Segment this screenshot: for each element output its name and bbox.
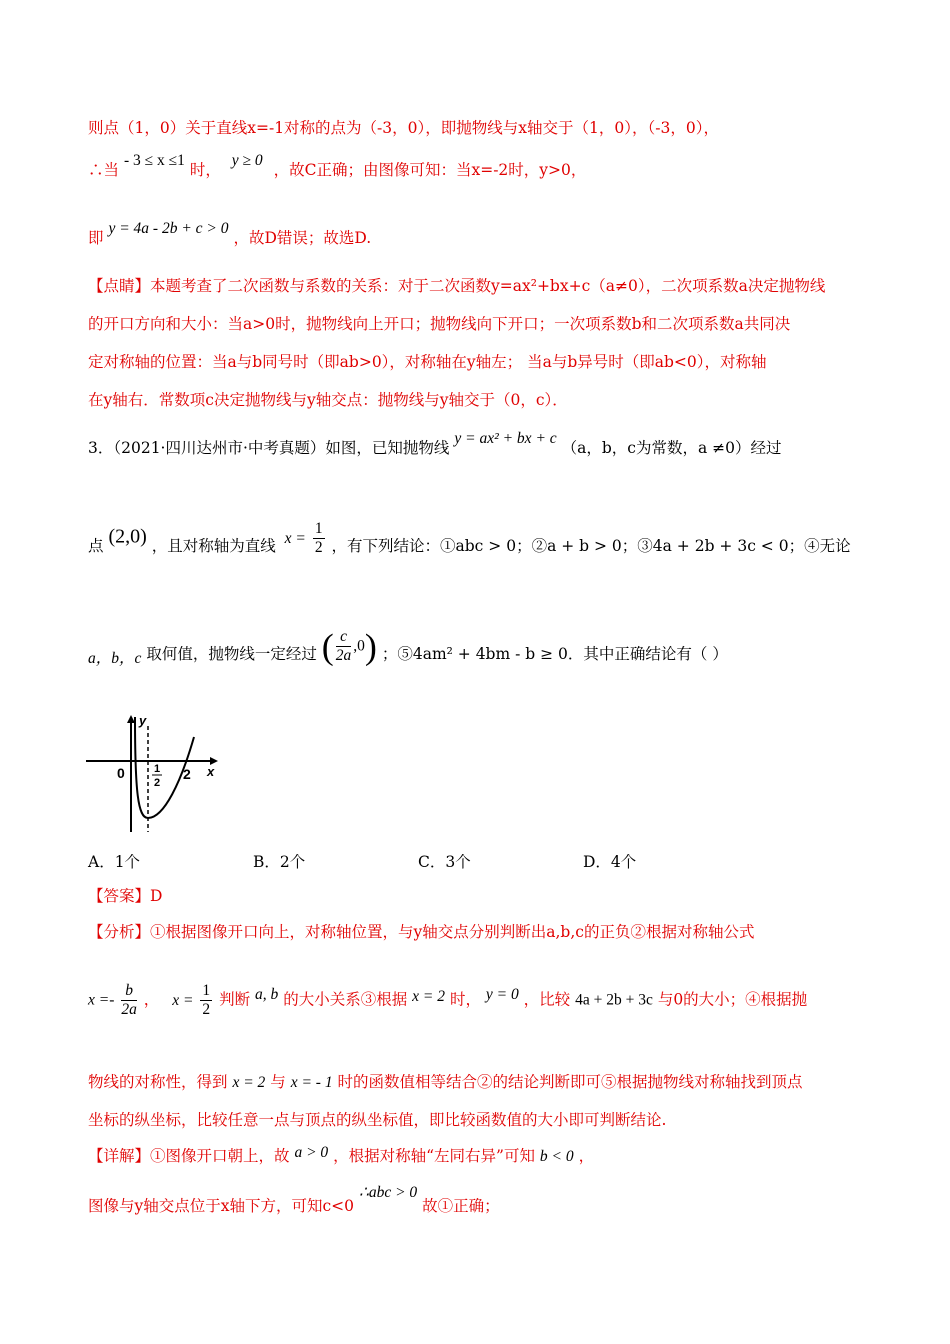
detail-m3: ∴abc > 0 — [358, 1184, 418, 1201]
analysis-sep: ， — [143, 990, 160, 1009]
line3-formula: y = 4a - 2b + c > 0 — [108, 220, 229, 237]
solution-line-1: 则点（1，0）关于直线x=-1对称的点为（-3，0），即抛物线与x轴交于（1，0），（-3，0）， — [88, 119, 719, 137]
parabola-graph — [86, 712, 226, 838]
line2-when: 时， — [189, 161, 221, 179]
graph-y-label: y — [139, 713, 147, 728]
option-b: B．2个 — [253, 853, 306, 871]
q3-axis-den: 2 — [314, 539, 323, 556]
detail-c: ， — [578, 1147, 595, 1165]
dianjing-line-2: 的开口方向和大小：当a>0时，抛物线向上开口；抛物线向下开口；一次项系数b和二次项系数a共同决 — [88, 315, 791, 333]
q3-conclusions: ，有下列结论：①abc > 0；②a + b > 0；③4a + 2b + 3c < 0；④无论 — [331, 536, 851, 555]
graph-half-num: 1 — [154, 763, 161, 775]
q3-params: （a，b，c为常数，a ≠0）经过 — [561, 439, 782, 457]
graph-y-arrow — [127, 715, 135, 723]
q3-axis-text: ，且对称轴为直线 — [151, 536, 276, 555]
detail-m2: b < 0 — [539, 1148, 574, 1165]
dianjing-line-1: 【点睛】本题考查了二次函数与系数的关系：对于二次函数y=ax²+bx+c（a≠0），二次项系数a决定抛物线 — [88, 277, 826, 295]
analysis-f2-lhs: x = — [172, 991, 194, 1009]
analysis-t3: 时， — [449, 990, 481, 1009]
q3-l3-rest: ；⑤4am² + 4bm - b ≥ 0．其中正确结论有（ ） — [381, 644, 728, 663]
graph-x-label: x — [207, 764, 215, 779]
analysis-t4: ，比较 — [523, 990, 571, 1009]
analysis-l3a: 物线的对称性，得到 — [88, 1073, 228, 1091]
analysis-line-3 — [88, 1072, 803, 1093]
analysis-line-2 — [88, 982, 807, 1028]
detail-m1: a > 0 — [294, 1144, 329, 1161]
option-d: D．4个 — [583, 853, 637, 871]
dianjing-line-3: 定对称轴的位置：当a与b同号时（即ab>0），对称轴在y轴左； 当a与b异号时（即ab<0），对称轴 — [88, 353, 767, 371]
analysis-l3x2: x = - 1 — [290, 1074, 333, 1091]
analysis-f1-lhs: x =- — [88, 991, 115, 1009]
question-3-line-1 — [88, 430, 782, 459]
analysis-x2: x = 2 — [412, 987, 445, 1005]
analysis-f1-den: 2a — [121, 1001, 137, 1018]
analysis-t1: 判断 — [219, 990, 251, 1009]
q3-point: (2,0) — [108, 525, 147, 548]
line3-suffix: ，故D错误；故选D. — [233, 229, 372, 247]
analysis-t5: 与0的大小；④根据抛 — [657, 990, 808, 1009]
q3-point-den: 2a — [335, 647, 352, 664]
q3-l3-text: 取何值，抛物线一定经过 — [146, 644, 317, 663]
q3-intro: 3．（2021·四川达州市·中考真题）如图，已知抛物线 — [88, 439, 450, 457]
q3-axis-num: 1 — [314, 520, 323, 537]
line2-prefix: ∴当 — [88, 161, 120, 179]
q3-point-tail: ,0 — [353, 637, 365, 655]
detail-l2b: 故①正确； — [422, 1197, 500, 1215]
analysis-expr: 4a + 2b + 3c — [575, 991, 653, 1009]
analysis-line-4: 坐标的纵坐标，比较任意一点与顶点的纵坐标值，即比较函数值的大小即可判断结论. — [88, 1111, 667, 1129]
dianjing-line-4: 在y轴右．常数项c决定抛物线与y轴交点：抛物线与y轴交于（0，c）． — [88, 391, 568, 409]
detail-b: ，根据对称轴“左同右异”可知 — [333, 1147, 535, 1165]
graph-two-label: 2 — [183, 766, 191, 782]
analysis-f2-den: 2 — [202, 1001, 211, 1018]
option-c: C．3个 — [418, 853, 471, 871]
analysis-f1-fraction — [121, 982, 137, 1019]
solution-line-2 — [88, 152, 587, 181]
analysis-l3b: 与 — [270, 1073, 286, 1091]
line2-suffix: ，故C正确；由图像可知：当x=-2时，y>0， — [273, 161, 587, 179]
analysis-ab: a, b — [255, 985, 279, 1003]
detail-a: 【详解】①图像开口朝上，故 — [88, 1147, 290, 1165]
line3-prefix: 即 — [88, 229, 104, 247]
graph-origin-label: 0 — [117, 765, 125, 781]
analysis-f2-num: 1 — [202, 982, 211, 999]
question-3-line-3: a，b，c 取何值，抛物线一定经过 ( $\frac{c}{2a}$ ,0) ；⑤4am² + 4bm - b ≥ 0．其中正确结论有（ ） — [88, 626, 728, 667]
detail-l2a: 图像与y轴交点位于x轴下方，可知c<0 — [88, 1197, 355, 1215]
q3-axis-x: x = — [284, 529, 306, 547]
analysis-t2: 的大小关系③根据 — [283, 990, 408, 1009]
analysis-l3c: 时的函数值相等结合②的结论判断即可⑤根据抛物线对称轴找到顶点 — [337, 1073, 803, 1091]
q3-axis-fraction — [313, 520, 325, 557]
solution-line-3 — [88, 218, 372, 247]
q3-point-fraction — [336, 628, 352, 665]
q3-point-prefix: 点 — [88, 536, 104, 555]
detail-line-2 — [88, 1184, 500, 1217]
line2-range-formula: - 3 ≤ x ≤1 — [123, 152, 185, 169]
q3-abc: a，b，c — [88, 649, 142, 667]
line2-y-formula: y ≥ 0 — [231, 152, 263, 169]
analysis-f1-num: b — [121, 982, 137, 1001]
analysis-f2-fraction — [200, 982, 212, 1019]
answer-line: 【答案】D — [88, 887, 163, 905]
detail-line-1 — [88, 1146, 594, 1167]
analysis-l3x1: x = 2 — [232, 1074, 266, 1091]
analysis-line-1: 【分析】①根据图像开口向上，对称轴位置，与y轴交点分别判断出a,b,c的正负②根据对称轴公式 — [88, 923, 755, 941]
graph-half-den: 2 — [154, 777, 161, 789]
q3-point-num: c — [336, 628, 352, 647]
q3-parabola-eq: y = ax² + bx + c — [454, 430, 557, 447]
question-3-line-2 — [88, 520, 851, 560]
option-a: A．1个 — [88, 853, 141, 871]
analysis-y0: y = 0 — [485, 985, 519, 1003]
